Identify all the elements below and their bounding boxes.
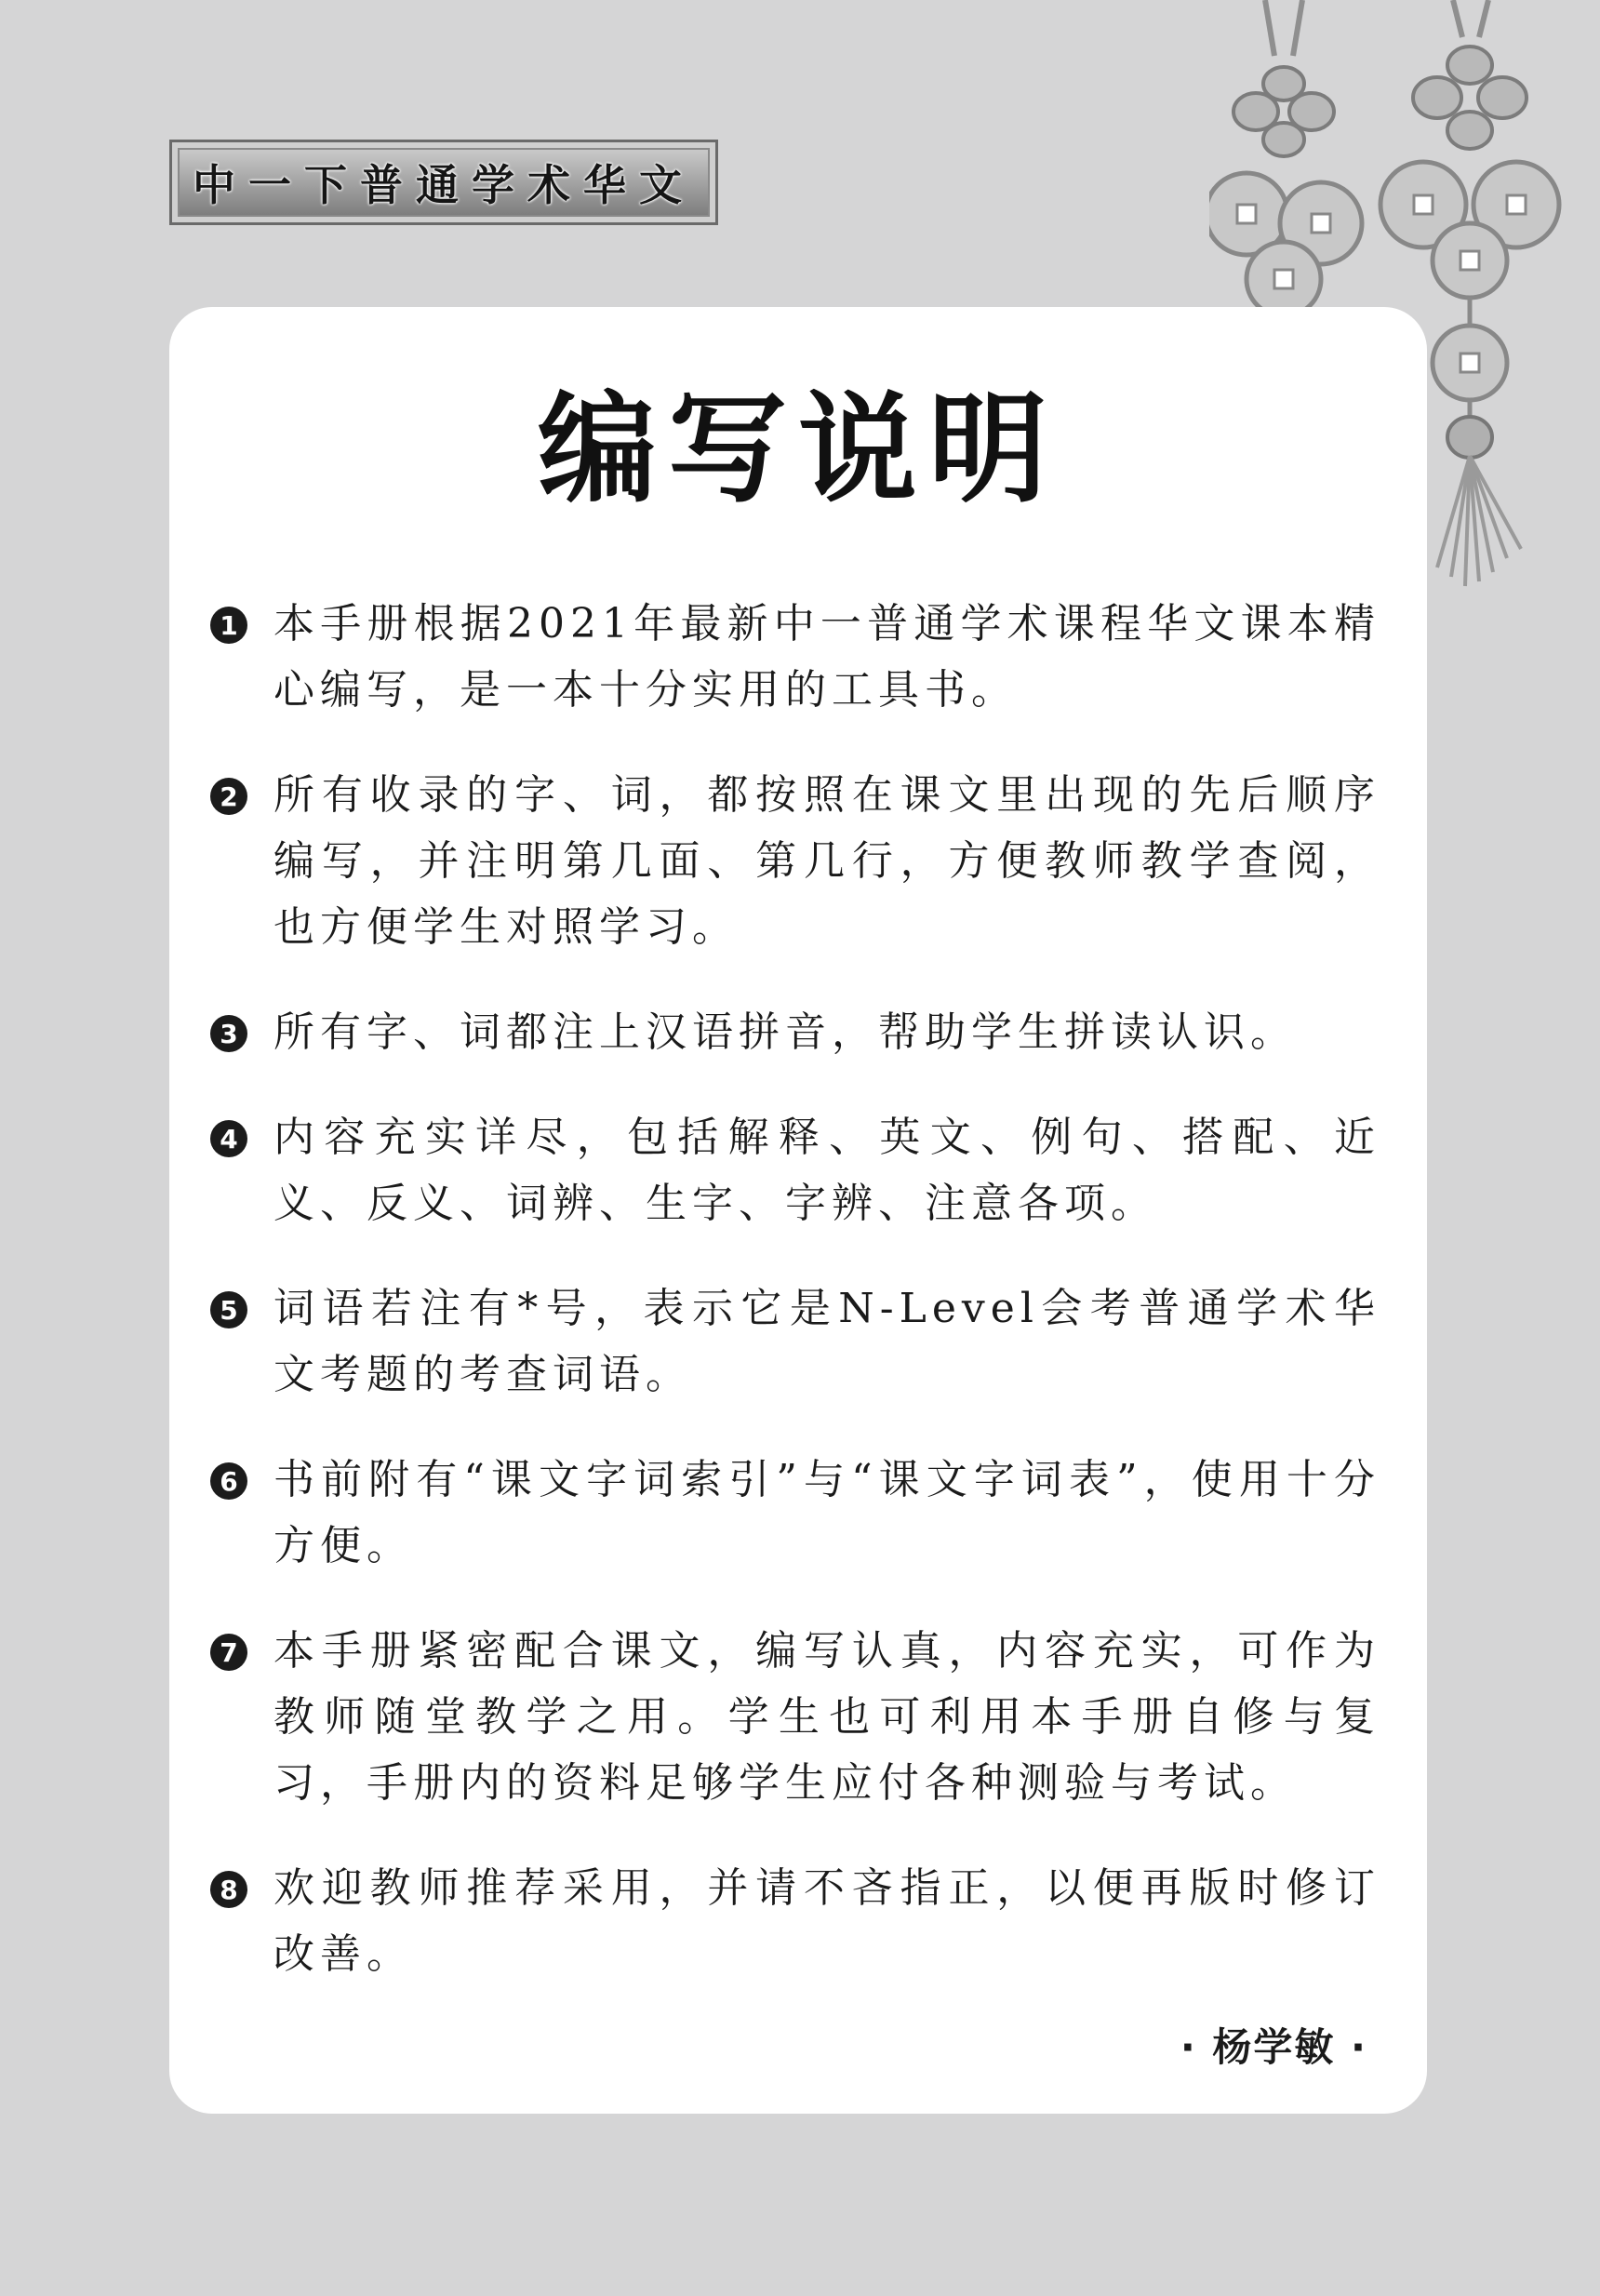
list-item-5 xyxy=(210,1275,1380,1408)
book-tag-text: 中一下普通学术华文 xyxy=(193,160,695,210)
list-item-6 xyxy=(210,1447,1380,1579)
item-number-badge: 1 xyxy=(210,607,247,644)
item-text: 词语若注有*号，表示它是N-Level会考普通学术华文考题的考查词语。 xyxy=(273,1285,1380,1398)
item-number-badge: 8 xyxy=(210,1871,247,1908)
list-item-8 xyxy=(210,1855,1380,1987)
item-text: 内容充实详尽，包括解释、英文、例句、搭配、近义、反义、词辨、生字、字辨、注意各项。 xyxy=(273,1114,1380,1227)
list-item-1 xyxy=(210,591,1380,723)
item-number-badge: 6 xyxy=(210,1462,247,1500)
list-item-7 xyxy=(210,1618,1380,1816)
item-text: 本手册紧密配合课文，编写认真，内容充实，可作为教师随堂教学之用。学生也可利用本手册自修与复习，手册内的资料足够学生应付各种测验与考试。 xyxy=(273,1627,1380,1807)
item-number-badge: 7 xyxy=(210,1634,247,1671)
item-number-badge: 3 xyxy=(210,1015,247,1052)
content-card xyxy=(169,307,1427,2114)
page-title: 编写说明 xyxy=(537,380,1059,519)
book-tag-plate xyxy=(178,148,710,217)
item-text: 所有收录的字、词，都按照在课文里出现的先后顺序编写，并注明第几面、第几行，方便教师教学查阅，也方便学生对照学习。 xyxy=(273,771,1380,951)
list-item-2 xyxy=(210,762,1380,960)
list-item-3 xyxy=(210,999,1380,1065)
item-text: 书前附有“课文字词索引”与“课文字词表”，使用十分方便。 xyxy=(273,1456,1380,1569)
item-number-badge: 4 xyxy=(210,1120,247,1157)
item-number-badge: 2 xyxy=(210,778,247,815)
item-text: 本手册根据2021年最新中一普通学术课程华文课本精心编写，是一本十分实用的工具书。 xyxy=(273,600,1380,714)
list-item-4 xyxy=(210,1104,1380,1236)
item-number-badge: 5 xyxy=(210,1291,247,1328)
author-signature: · 杨学敏 · xyxy=(1180,2024,1367,2070)
item-text: 欢迎教师推荐采用，并请不吝指正，以便再版时修订改善。 xyxy=(273,1864,1380,1978)
book-tag xyxy=(169,140,718,225)
item-text: 所有字、词都注上汉语拼音，帮助学生拼读认识。 xyxy=(273,1008,1297,1056)
item-list xyxy=(210,591,1380,1987)
